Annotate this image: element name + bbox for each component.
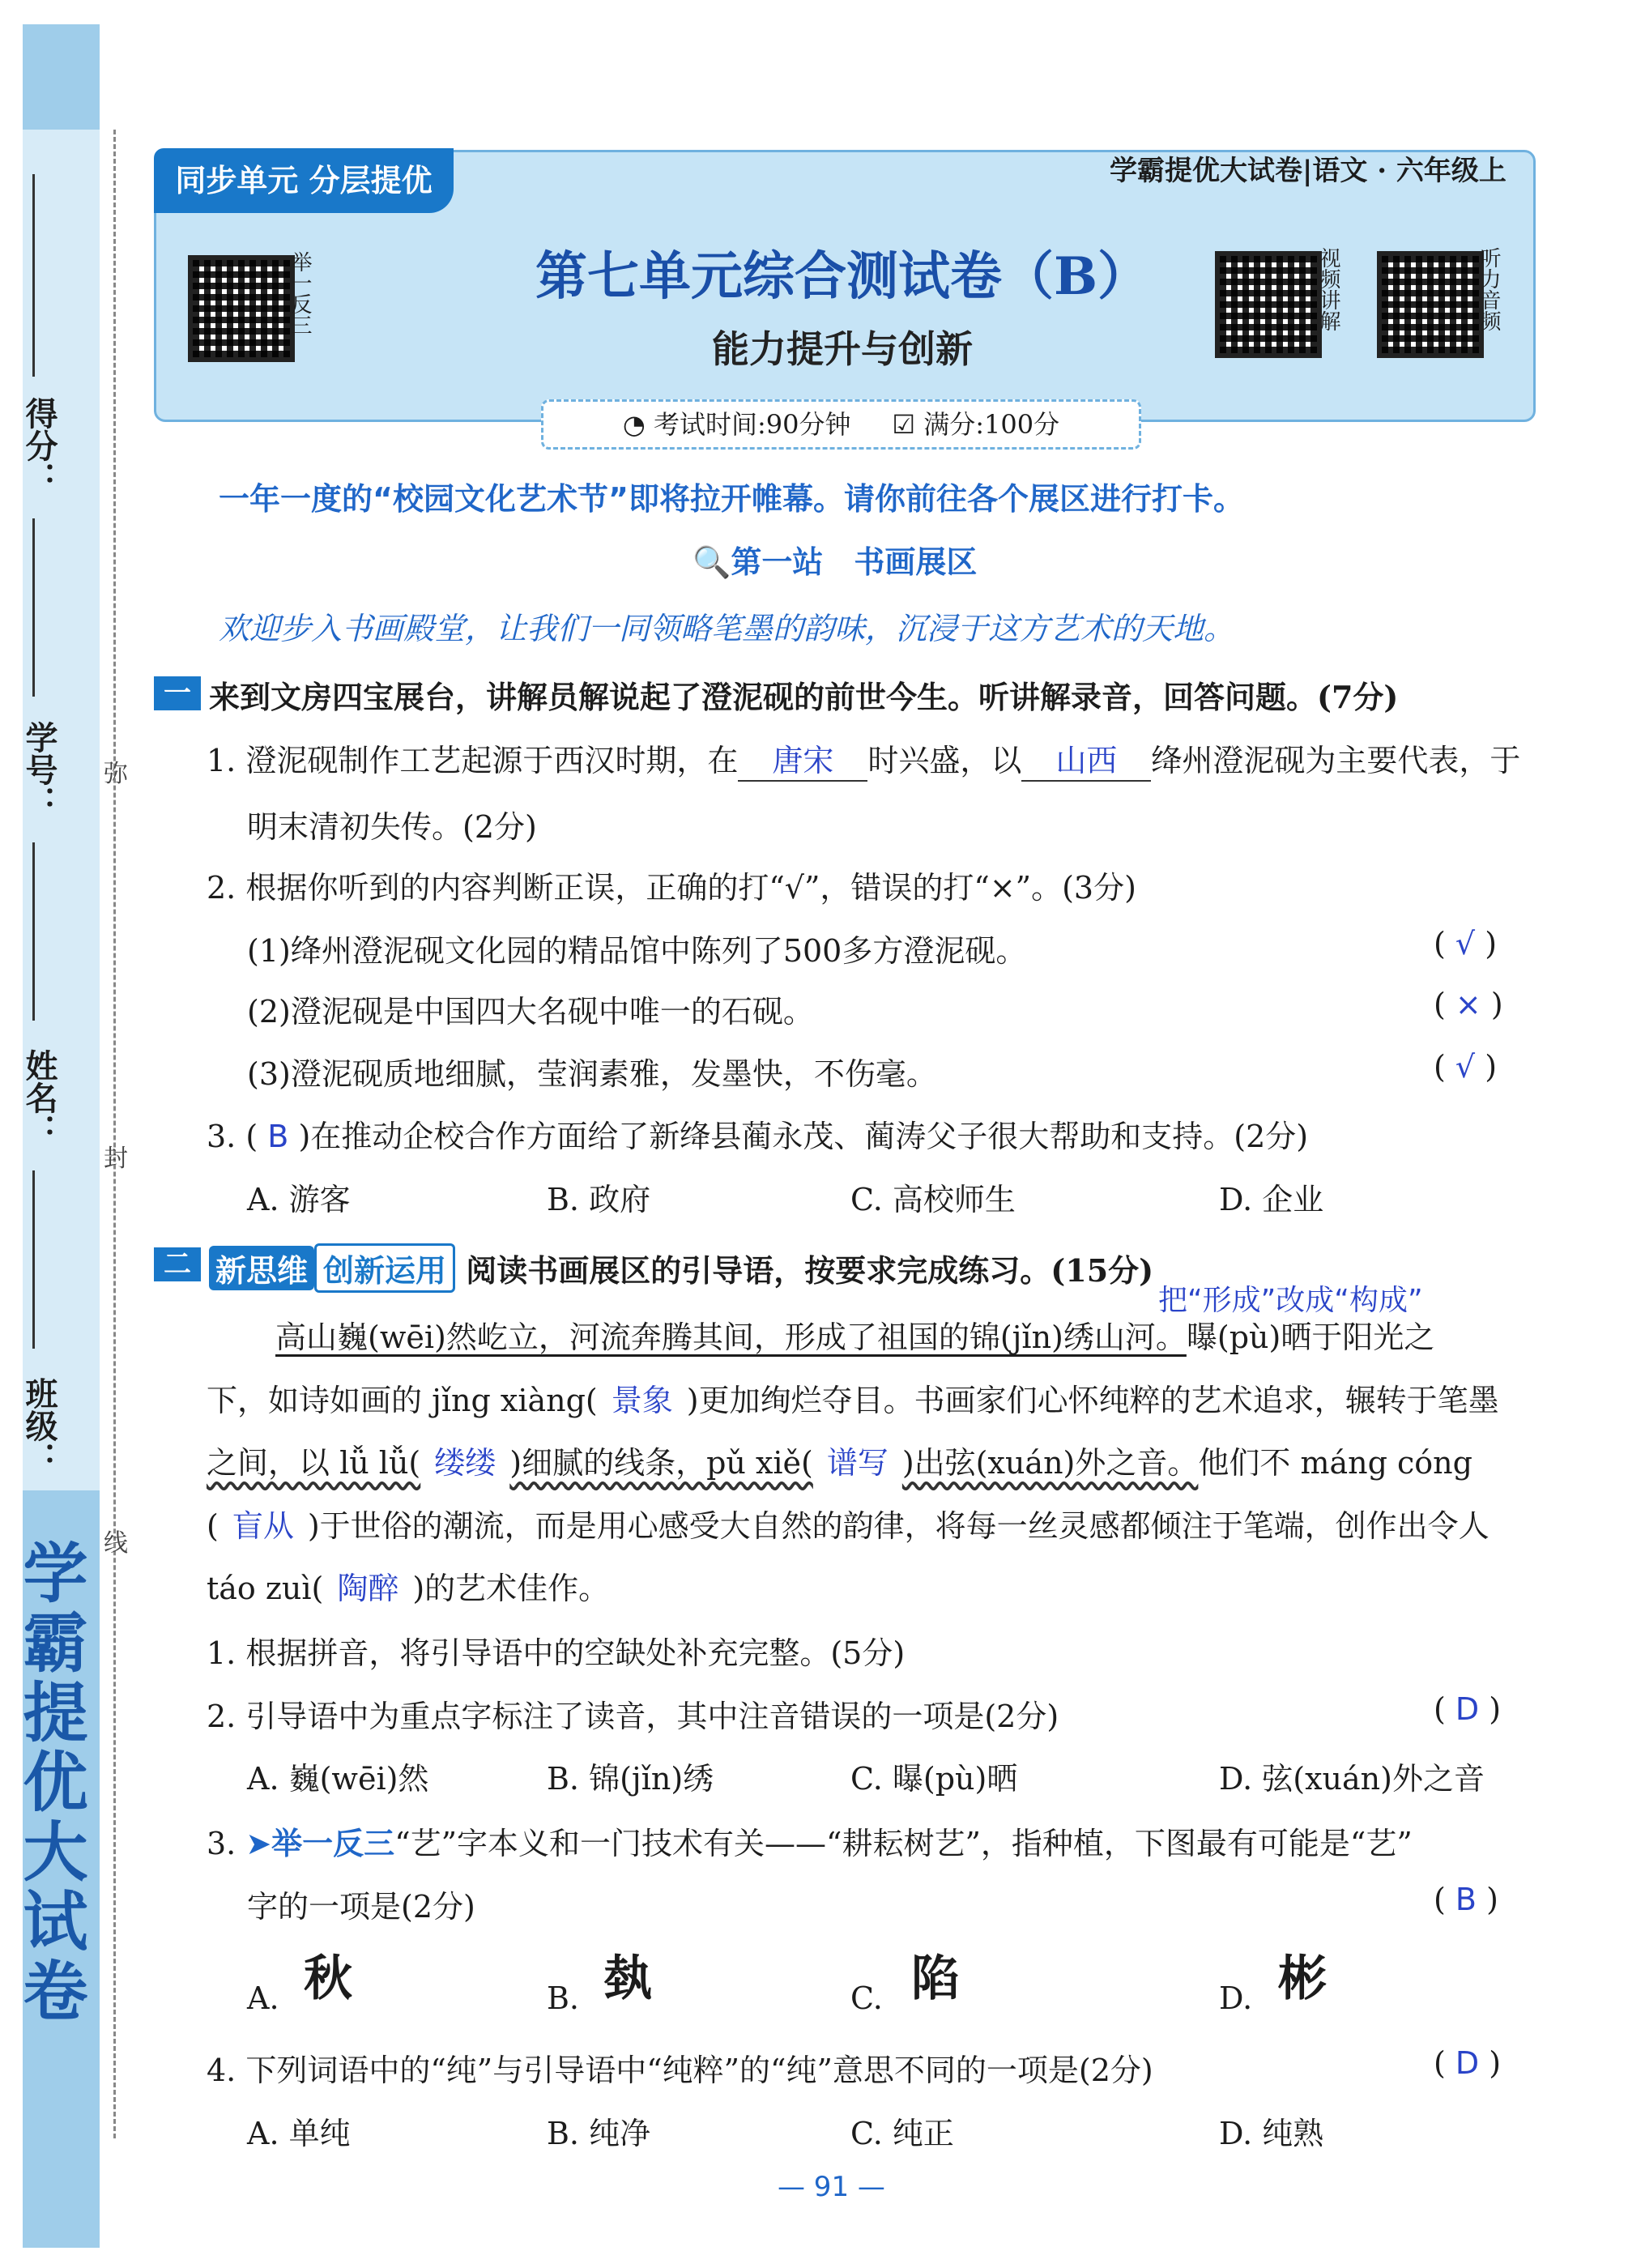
- s1-q1-answer-2[interactable]: 山西: [1021, 735, 1151, 782]
- s1-q2-2-paren: ( × ): [1434, 987, 1503, 1022]
- name-label: 姓名：: [20, 1049, 58, 1146]
- page-title: 第七单元综合测试卷（B）: [535, 246, 1150, 307]
- search-icon: 🔍: [693, 544, 731, 580]
- s2-q3: 3. ➤举一反三“艺”字本义和一门技术有关——“耕耘树艺”，指种植，下图最有可能是“艺”: [207, 1826, 1413, 1861]
- s2-q4-answer[interactable]: D: [1455, 2045, 1480, 2081]
- spine-top-block: [23, 24, 100, 130]
- s1-q3: 3. ( B )在推动企校合作方面给了新绛县蔺永茂、蔺涛父子很大帮助和支持。(2分): [207, 1119, 1309, 1154]
- handwritten-note: 把“形成”改成“构成”: [1158, 1284, 1423, 1317]
- s2-q2-opt-b: B. 锦(jǐn)绣: [547, 1761, 714, 1797]
- s2-q2-answer[interactable]: D: [1455, 1691, 1480, 1727]
- s2-q3-paren: ( B ): [1434, 1882, 1498, 1917]
- s2-q3-cont: 字的一项是(2分): [247, 1889, 475, 1925]
- id-label: 学号：: [20, 721, 58, 818]
- s2-para-4: ( 盲从 )于世俗的潮流，而是用心感受大自然的韵律，将每一丝灵感都倾注于笔端，创作出令人: [207, 1501, 1489, 1545]
- s2-q4: 4. 下列词语中的“纯”与引导语中“纯粹”的“纯”意思不同的一项是(2分): [207, 2053, 1153, 2088]
- s1-q3-opt-c: C. 高校师生: [850, 1182, 1016, 1217]
- page-number: — 91 —: [778, 2171, 885, 2203]
- section-1-badge: 一: [154, 676, 201, 710]
- exam-time: 考试时间:90分钟: [653, 409, 851, 440]
- s2-q2-opt-a: A. 巍(wēi)然: [247, 1761, 429, 1797]
- s1-q2-3-paren: ( √ ): [1434, 1049, 1498, 1085]
- s1-q3-answer[interactable]: B: [267, 1119, 289, 1154]
- score-line: [32, 174, 35, 377]
- s1-q1-cont: 明末清初失传。(2分): [247, 809, 537, 845]
- s2-answer-puxie[interactable]: 谱写: [826, 1445, 889, 1481]
- s2-para-1: 高山巍(wēi)然屹立，河流奔腾其间，形成了祖国的锦(jǐn)绣山河。曝(pù)晒于阳光之: [275, 1319, 1435, 1355]
- s1-q3-opt-a: A. 游客: [247, 1182, 351, 1217]
- section-2-title: 新思维 创新运用 阅读书画展区的引导语，按要求完成练习。(15分): [209, 1243, 1153, 1293]
- cut-line: [113, 130, 116, 2138]
- qr-label-1: 举一反三: [288, 251, 312, 335]
- s2-q2-opt-c: C. 曝(pù)晒: [850, 1761, 1018, 1797]
- s1-q2-1-answer[interactable]: √: [1455, 926, 1476, 961]
- s1-q2: 2. 根据你听到的内容判断正误，正确的打“√”，错误的打“×”。(3分): [207, 870, 1136, 906]
- id-line: [32, 518, 35, 697]
- s1-q2-2-answer[interactable]: ×: [1455, 987, 1481, 1022]
- ancient-glyph-d: 彬: [1278, 1950, 1327, 2007]
- intro-text: 一年一度的“校园文化艺术节”即将拉开帷幕。请你前往各个展区进行打卡。: [219, 481, 1244, 517]
- ancient-glyph-a: 秋: [304, 1950, 352, 2007]
- s1-q3-opt-b: B. 政府: [547, 1182, 651, 1217]
- s2-q4-opt-b: B. 纯净: [547, 2116, 651, 2151]
- s1-q2-3-answer[interactable]: √: [1455, 1049, 1476, 1085]
- s2-q3-opt-d: D.: [1219, 1980, 1253, 2016]
- s1-q2-1: (1)绛州澄泥砚文化园的精品馆中陈列了500多方澄泥砚。: [247, 933, 1027, 969]
- s2-q2-paren: ( D ): [1434, 1691, 1502, 1727]
- name-line: [32, 842, 35, 1021]
- welcome-text: 欢迎步入书画殿堂，让我们一同领略笔墨的韵味，沉浸于这方艺术的天地。: [219, 611, 1235, 646]
- s2-q2: 2. 引导语中为重点字标注了读音，其中注音错误的一项是(2分): [207, 1699, 1059, 1734]
- s1-q2-3: (3)澄泥砚质地细腻，莹润素雅，发墨快，不伤毫。: [247, 1056, 937, 1092]
- exam-info: [541, 399, 1141, 450]
- s2-answer-mangcong[interactable]: 盲从: [232, 1508, 294, 1544]
- cut-feng: 封: [104, 1145, 128, 1173]
- s1-q1-answer-1[interactable]: 唐宋: [738, 735, 867, 782]
- s2-q3-answer[interactable]: B: [1455, 1882, 1477, 1917]
- page-subtitle: 能力提升与创新: [712, 327, 973, 371]
- qr-label-3: 听力音频: [1477, 247, 1501, 331]
- s2-q4-paren: ( D ): [1434, 2045, 1502, 2081]
- s2-q2-opt-d: D. 弦(xuán)外之音: [1219, 1761, 1485, 1797]
- s2-q4-opt-c: C. 纯正: [850, 2116, 954, 2151]
- s1-q3-opt-d: D. 企业: [1219, 1182, 1324, 1217]
- cut-xian: 线: [104, 1529, 128, 1558]
- pill-new-thinking: 新思维: [209, 1246, 314, 1290]
- header-tag: 同步单元 分层提优: [154, 148, 454, 213]
- cut-mi: 弥: [104, 760, 128, 788]
- series-name: 学霸提优大试卷|语文 · 六年级上: [1110, 155, 1506, 187]
- class-label: 班级：: [20, 1377, 58, 1474]
- spine-title: 学霸提优大试卷: [12, 1539, 88, 2027]
- s2-q1: 1. 根据拼音，将引导语中的空缺处补充完整。(5分): [207, 1635, 906, 1671]
- s2-q3-opt-c: C.: [850, 1980, 883, 2016]
- section-1-title: 来到文房四宝展台，讲解员解说起了澄泥砚的前世今生。听讲解录音，回答问题。(7分): [209, 679, 1399, 715]
- check-icon: ☑: [892, 409, 916, 440]
- s2-q3-tag: ➤举一反三: [245, 1826, 395, 1861]
- s1-q2-2: (2)澄泥砚是中国四大名砚中唯一的石砚。: [247, 994, 814, 1030]
- s1-q1: 1. 澄泥砚制作工艺起源于西汉时期，在 唐宋 时兴盛，以 山西 绛州澄泥砚为主要代表，于: [207, 735, 1520, 782]
- s2-para-5: táo zuì( 陶醉 )的艺术佳作。: [207, 1563, 609, 1608]
- s2-para-2: 下，如诗如画的 jǐng xiàng( 景象 )更加绚烂夺目。书画家们心怀纯粹的艺术追求，辗转于笔墨: [207, 1375, 1499, 1420]
- s2-q3-opt-a: A.: [247, 1980, 279, 2016]
- s2-q4-opt-a: A. 单纯: [247, 2116, 351, 2151]
- s2-q3-opt-b: B.: [547, 1980, 580, 2016]
- s1-q2-1-paren: ( √ ): [1434, 926, 1498, 961]
- full-score: 满分:100分: [923, 409, 1060, 440]
- s2-q4-opt-d: D. 纯熟: [1219, 2116, 1324, 2151]
- s2-answer-jingxiang[interactable]: 景象: [611, 1383, 673, 1418]
- station-title: 🔍第一站 书画展区: [693, 544, 978, 580]
- ancient-glyph-b: 埶: [603, 1950, 652, 2007]
- pill-innovation: 创新运用: [314, 1243, 455, 1293]
- clock-icon: ◔: [622, 409, 646, 440]
- section-2-badge: 二: [154, 1247, 201, 1281]
- s2-answer-taozui[interactable]: 陶醉: [337, 1571, 399, 1606]
- score-label: 得分：: [20, 397, 58, 494]
- qr-label-2: 视频讲解: [1316, 247, 1340, 331]
- s2-para-3: 之间，以 lǚ lǚ( 缕缕 )细腻的线条，pǔ xiě( 谱写 )出弦(xuán)外之音。他们不 máng cóng: [207, 1438, 1472, 1482]
- ancient-glyph-c: 陷: [911, 1950, 960, 2007]
- s2-answer-lvlv[interactable]: 缕缕: [434, 1445, 496, 1481]
- class-line: [32, 1170, 35, 1349]
